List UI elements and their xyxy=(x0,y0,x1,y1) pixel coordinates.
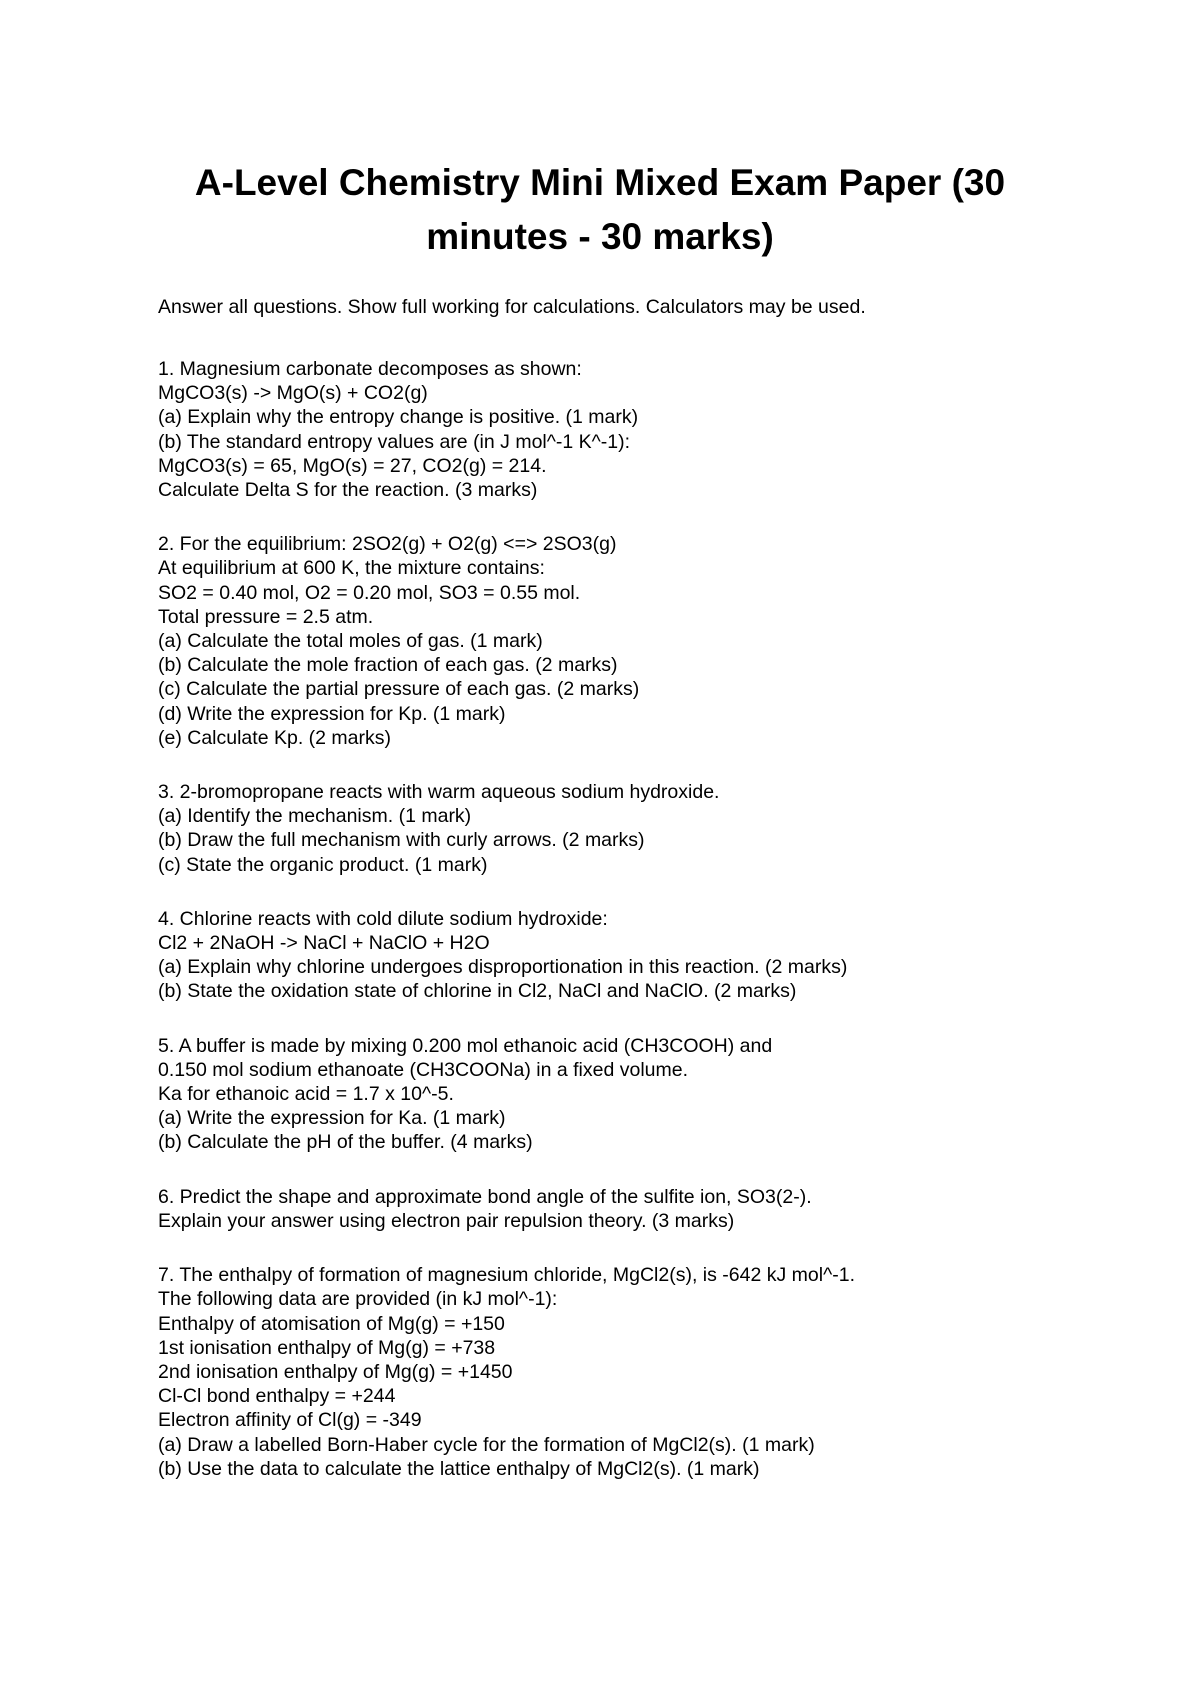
question-line: (a) Identify the mechanism. (1 mark) xyxy=(158,805,472,828)
question-line: Ka for ethanoic acid = 1.7 x 10^-5. xyxy=(158,1083,454,1106)
instructions-text: Answer all questions. Show full working for calculations. Calculators may be used. xyxy=(158,296,866,318)
question-line: (a) Draw a labelled Born-Haber cycle for the formation of MgCl2(s). (1 mark) xyxy=(158,1433,815,1456)
question-line: (c) State the organic product. (1 mark) xyxy=(158,853,488,876)
question-4 xyxy=(158,907,1118,1004)
question-line: Calculate Delta S for the reaction. (3 marks) xyxy=(158,479,538,502)
question-line: (b) State the oxidation state of chlorine in Cl2, NaCl and NaClO. (2 marks) xyxy=(158,980,797,1003)
question-line: 1. Magnesium carbonate decomposes as shown: xyxy=(158,358,582,380)
question-line: 2. For the equilibrium: 2SO2(g) + O2(g) <=> 2SO3(g) xyxy=(158,533,617,556)
question-line: (a) Explain why chlorine undergoes disproportionation in this reaction. (2 marks) xyxy=(158,956,848,979)
question-line: Explain your answer using electron pair repulsion theory. (3 marks) xyxy=(158,1209,735,1232)
question-line: 7. The enthalpy of formation of magnesium chloride, MgCl2(s), is -642 kJ mol^-1. xyxy=(158,1264,856,1287)
question-line: Electron affinity of Cl(g) = -349 xyxy=(158,1409,422,1432)
question-line: MgCO3(s) -> MgO(s) + CO2(g) xyxy=(158,382,428,405)
question-line: 0.150 mol sodium ethanoate (CH3COONa) in a fixed volume. xyxy=(158,1058,689,1081)
question-line: SO2 = 0.40 mol, O2 = 0.20 mol, SO3 = 0.55 mol. xyxy=(158,581,581,604)
question-line: Cl2 + 2NaOH -> NaCl + NaClO + H2O xyxy=(158,932,490,955)
question-line: MgCO3(s) = 65, MgO(s) = 27, CO2(g) = 214. xyxy=(158,454,547,477)
question-3 xyxy=(158,780,1118,877)
page-title: A-Level Chemistry Mini Mixed Exam Paper (30 minutes - 30 marks) xyxy=(194,162,1006,257)
question-list xyxy=(158,357,1118,1511)
question-line: 2nd ionisation enthalpy of Mg(g) = +1450 xyxy=(158,1360,513,1383)
question-line: 3. 2-bromopropane reacts with warm aqueous sodium hydroxide. xyxy=(158,781,720,804)
question-line: (b) Calculate the mole fraction of each gas. (2 marks) xyxy=(158,654,618,677)
question-line: (b) Use the data to calculate the lattice enthalpy of MgCl2(s). (1 mark) xyxy=(158,1457,760,1480)
question-line: Total pressure = 2.5 atm. xyxy=(158,605,374,628)
question-line: (a) Explain why the entropy change is positive. (1 mark) xyxy=(158,406,639,429)
question-5 xyxy=(158,1034,1118,1155)
question-1 xyxy=(158,357,1118,502)
question-line: 4. Chlorine reacts with cold dilute sodium hydroxide: xyxy=(158,907,608,930)
question-line: Enthalpy of atomisation of Mg(g) = +150 xyxy=(158,1312,505,1335)
question-line: 5. A buffer is made by mixing 0.200 mol ethanoic acid (CH3COOH) and xyxy=(158,1034,773,1057)
question-line: (b) Calculate the pH of the buffer. (4 marks) xyxy=(158,1131,533,1154)
question-line: (a) Write the expression for Ka. (1 mark) xyxy=(158,1107,506,1130)
question-line: (b) The standard entropy values are (in J mol^-1 K^-1): xyxy=(158,430,631,453)
question-line: Cl-Cl bond enthalpy = +244 xyxy=(158,1385,396,1408)
question-line: (b) Draw the full mechanism with curly arrows. (2 marks) xyxy=(158,829,645,852)
question-6 xyxy=(158,1185,1118,1233)
question-line: (c) Calculate the partial pressure of each gas. (2 marks) xyxy=(158,678,640,701)
question-line: (a) Calculate the total moles of gas. (1 mark) xyxy=(158,630,543,653)
question-line: 6. Predict the shape and approximate bond angle of the sulfite ion, SO3(2-). xyxy=(158,1185,812,1208)
question-line: At equilibrium at 600 K, the mixture contains: xyxy=(158,557,545,580)
question-2 xyxy=(158,532,1118,750)
question-line: The following data are provided (in kJ mol^-1): xyxy=(158,1288,558,1311)
question-7 xyxy=(158,1263,1118,1481)
question-line: 1st ionisation enthalpy of Mg(g) = +738 xyxy=(158,1336,496,1359)
question-line: (e) Calculate Kp. (2 marks) xyxy=(158,726,391,749)
question-line: (d) Write the expression for Kp. (1 mark) xyxy=(158,702,506,725)
